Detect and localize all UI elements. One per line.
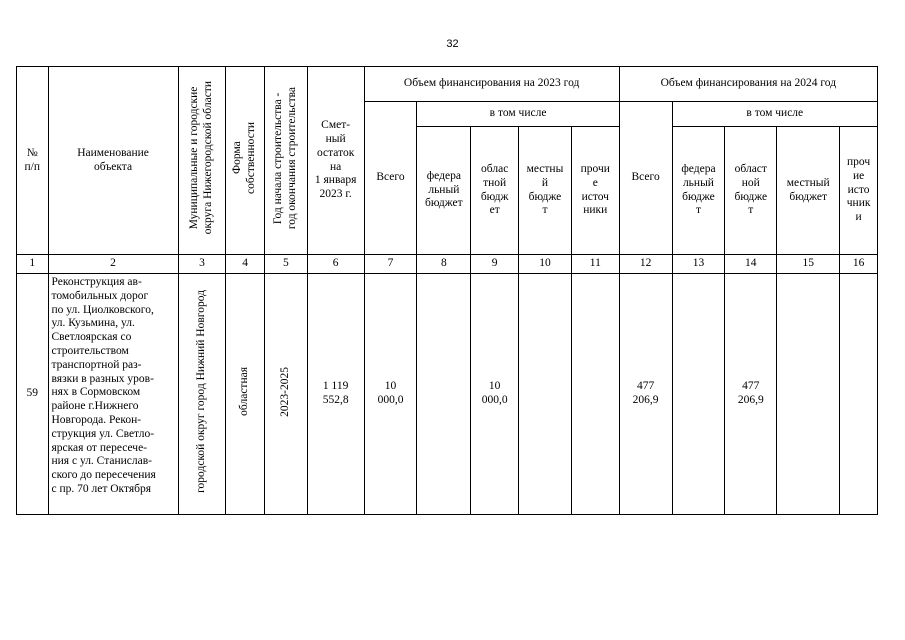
- header-fin-2024: Объем финансирования на 2024 год: [619, 67, 877, 102]
- column-number: 4: [226, 255, 265, 274]
- column-number: 11: [571, 255, 619, 274]
- row-years: 2023-2025: [264, 274, 307, 515]
- row-other-2024: [840, 274, 878, 515]
- header-total-2023: Всего: [364, 102, 417, 255]
- row-municipality: городской округ город Нижний Новгород: [178, 274, 226, 515]
- header-regional-2024: област ной бюдже т: [725, 127, 777, 255]
- column-number: 8: [417, 255, 471, 274]
- header-years: Год начала строительства - год окончания строительства: [264, 67, 307, 255]
- header-local-2023: местны й бюдже т: [519, 127, 572, 255]
- column-number: 7: [364, 255, 417, 274]
- column-number: 15: [777, 255, 840, 274]
- row-estimate: 1 119 552,8: [307, 274, 364, 515]
- row-federal-2024: [672, 274, 725, 515]
- header-regional-2023: облас тной бюдж ет: [471, 127, 519, 255]
- header-other-2024: проч ие исто чник и: [840, 127, 878, 255]
- row-local-2024: [777, 274, 840, 515]
- row-ownership: областная: [226, 274, 265, 515]
- header-local-2024: местный бюджет: [777, 127, 840, 255]
- column-number: 9: [471, 255, 519, 274]
- table-row: [17, 274, 878, 515]
- header-including-2024: в том числе: [672, 102, 877, 127]
- header-federal-2023: федера льный бюджет: [417, 127, 471, 255]
- row-total-2023: 10 000,0: [364, 274, 417, 515]
- row-object-name: Реконструкция ав- томобильных дорог по ул. Циолковского, ул. Кузьмина, ул. Светлоярская со строительством транспортной раз- вязки в разных уров- нях в Сормовском районе г.Нижнего Новгорода. Рекон- струкция ул. Светло- ярская от пересече- ния с ул. Станислав- ского до пересечения с пр. 70 лет Октября: [48, 274, 178, 515]
- column-number: 14: [725, 255, 777, 274]
- column-number: 16: [840, 255, 878, 274]
- column-number: 5: [264, 255, 307, 274]
- column-number: 10: [519, 255, 572, 274]
- row-local-2023: [519, 274, 572, 515]
- header-municipality: Муниципальные и городские округа Нижегородской области: [178, 67, 226, 255]
- header-federal-2024: федера льный бюдже т: [672, 127, 725, 255]
- header-name: Наименование объекта: [48, 67, 178, 255]
- row-other-2023: [571, 274, 619, 515]
- header-total-2024: Всего: [619, 102, 672, 255]
- header-ownership: Форма собственности: [226, 67, 265, 255]
- row-federal-2023: [417, 274, 471, 515]
- column-number: 6: [307, 255, 364, 274]
- column-numbers-row: [17, 255, 878, 274]
- column-number: 3: [178, 255, 226, 274]
- financing-table: [16, 66, 878, 515]
- header-estimate: Смет- ный остаток на 1 января 2023 г.: [307, 67, 364, 255]
- column-number: 2: [48, 255, 178, 274]
- header-num: № п/п: [17, 67, 49, 255]
- column-number: 13: [672, 255, 725, 274]
- header-other-2023: прочи е источ ники: [571, 127, 619, 255]
- header-fin-2023: Объем финансирования на 2023 год: [364, 67, 619, 102]
- header-including-2023: в том числе: [417, 102, 619, 127]
- column-number: 1: [17, 255, 49, 274]
- row-regional-2024: 477 206,9: [725, 274, 777, 515]
- row-regional-2023: 10 000,0: [471, 274, 519, 515]
- column-number: 12: [619, 255, 672, 274]
- page-number: 32: [446, 38, 459, 50]
- row-total-2024: 477 206,9: [619, 274, 672, 515]
- row-num: 59: [17, 274, 49, 515]
